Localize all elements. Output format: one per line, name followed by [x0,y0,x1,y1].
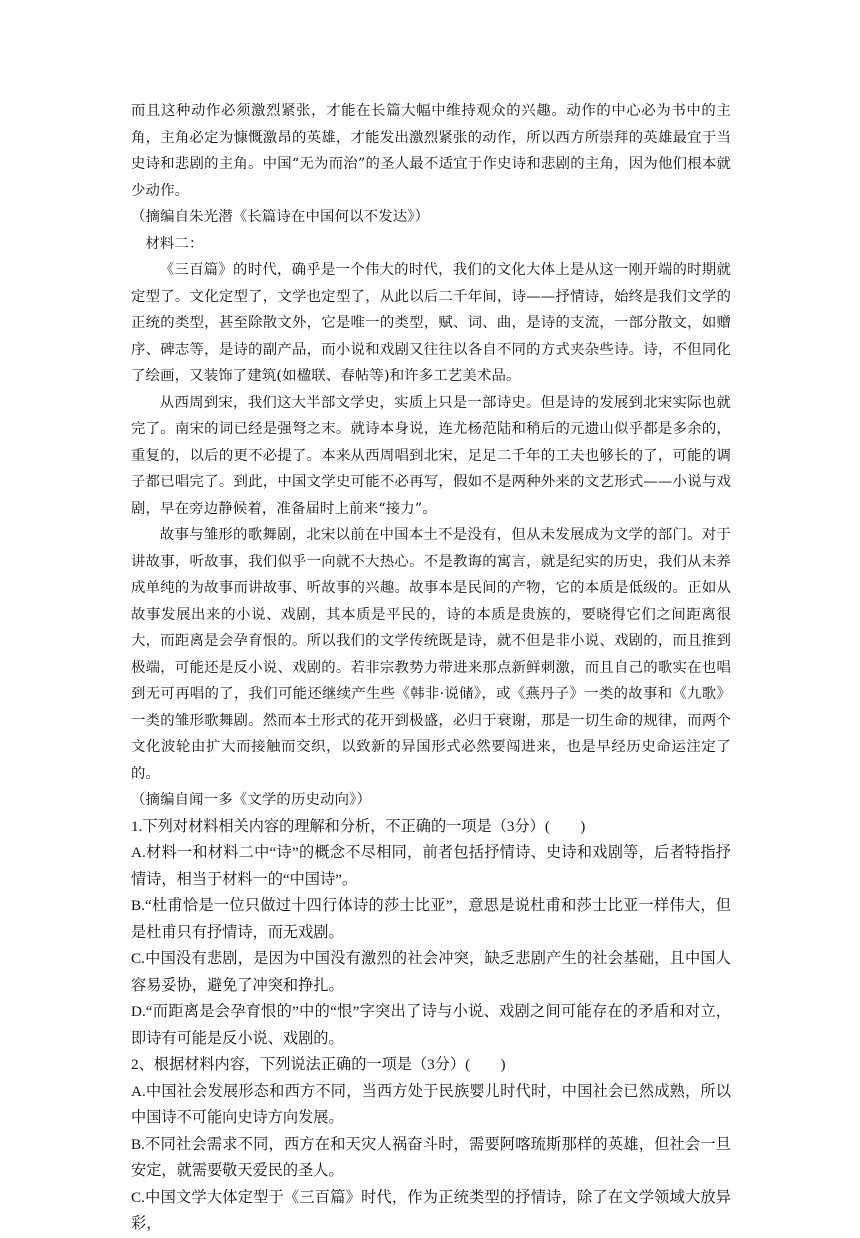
question-2-option-a: A.中国社会发展形态和西方不同，当西方处于民族婴儿时代时，中国社会已然成熟，所以中国诗不可能向史诗方向发展。 [131,1082,731,1126]
question-2-stem: 2、根据材料内容，下列说法正确的一项是（3分）( ) [131,1056,506,1073]
question-1-option-c: C.中国没有悲剧，是因为中国没有激烈的社会冲突，缺乏悲剧产生的社会基础，且中国人容易妥协，避免了冲突和挣扎。 [131,950,731,994]
source-citation-1: （摘编自朱光潜《长篇诗在中国何以不发达》） [131,209,430,225]
question-1-stem: 1.下列对材料相关内容的理解和分析，不正确的一项是（3分）( ) [131,817,586,835]
passage-paragraph-continued: 而且这种动作必须激烈紧张，才能在长篇大幅中维持观众的兴趣。动作的中心必为书中的主角，主角必定为慷慨激昂的英雄，才能发出激烈紧张的动作，所以西方所崇拜的英雄最宜于当史诗和悲剧的主角。中国“无为而治”的圣人最不适宜于作史诗和悲剧的主角，因为他们根本就少动作。 [131,103,731,199]
question-2-option-c: C.中国文学大体定型于《三百篇》时代，作为正统类型的抒情诗，除了在文学领域大放异彩， [131,1188,731,1232]
question-1-option-d: D.“而距离是会孕育恨的”中的“恨”字突出了诗与小说、戏剧之间可能存在的矛盾和对立，即诗有可能是反小说、戏剧的。 [131,1003,731,1047]
source-citation-2: （摘编自闻一多《文学的历史动向》） [131,792,371,808]
question-1-option-a: A.材料一和材料二中“诗”的概念不尽相同，前者包括抒情诗、史诗和戏剧等，后者特指抒情诗，相当于材料一的“中国诗”。 [131,844,731,888]
text-column [131,98,731,1238]
question-2-option-b: B.不同社会需求不同，西方在和天灾人祸奋斗时，需要阿喀琉斯那样的英雄，但社会一旦安定，就需要敬天爱民的圣人。 [131,1135,731,1179]
question-1-option-b: B.“杜甫恰是一位只做过十四行体诗的莎士比亚”，意思是说杜甫和莎士比亚一样伟大，但是杜甫只有抒情诗，而无戏剧。 [131,897,731,941]
material-2-label: 材料二： [145,235,204,252]
material-2-paragraph-1: 《三百篇》的时代，确乎是一个伟大的时代，我们的文化大体上是从这一刚开端的时期就定型了。文化定型了，文学也定型了，从此以后二千年间，诗——抒情诗，始终是我们文学的正统的类型，甚至除散文外，它是唯一的类型，赋、词、曲，是诗的支流，一部分散文，如赠序、碑志等，是诗的副产品，而小说和戏剧又往往以各自不同的方式夹杂些诗。诗，不但同化了绘画，又装饰了建筑(如楹联、春帖等)和许多工艺美术品。 [131,262,731,384]
material-2-paragraph-3: 故事与雏形的歌舞剧，北宋以前在中国本土不是没有，但从未发展成为文学的部门。对于讲故事，听故事，我们似乎一向就不大热心。不是教诲的寓言，就是纪实的历史，我们从未养成单纯的为故事而讲故事、听故事的兴趣。故事本是民间的产物，它的本质是低级的。正如从故事发展出来的小说、戏剧，其本质是平民的，诗的本质是贵族的，要晓得它们之间距离很大，而距离是会孕育恨的。所以我们的文学传统既是诗，就不但是非小说、戏剧的，而且推到极端，可能还是反小说、戏剧的。若非宗教势力带进来那点新鲜刺激，而且自己的歌实在也唱到无可再唱的了，我们可能还继续产生些《韩非·说储》，或《燕丹子》一类的故事和《九歌》一类的雏形歌舞剧。然而本土形式的花开到极盛，必归于衰谢，那是一切生命的规律，而两个文化波轮由扩大而接触而交织，以致新的异国形式必然要闯进来，也是早经历史命运注定了的。 [131,527,731,782]
material-2-paragraph-2: 从西周到宋，我们这大半部文学史，实质上只是一部诗史。但是诗的发展到北宋实际也就完了。南宋的词已经是强弩之末。就诗本身说，连尤杨范陆和稍后的元遗山似乎都是多余的，重复的，以后的更不必提了。本来从西周唱到北宋，足足二千年的工夫也够长的了，可能的调子都已唱完了。到此，中国文学史可能不必再写，假如不是两种外来的文艺形式——小说与戏剧，早在旁边静候着，准备届时上前来“接力”。 [131,394,731,517]
